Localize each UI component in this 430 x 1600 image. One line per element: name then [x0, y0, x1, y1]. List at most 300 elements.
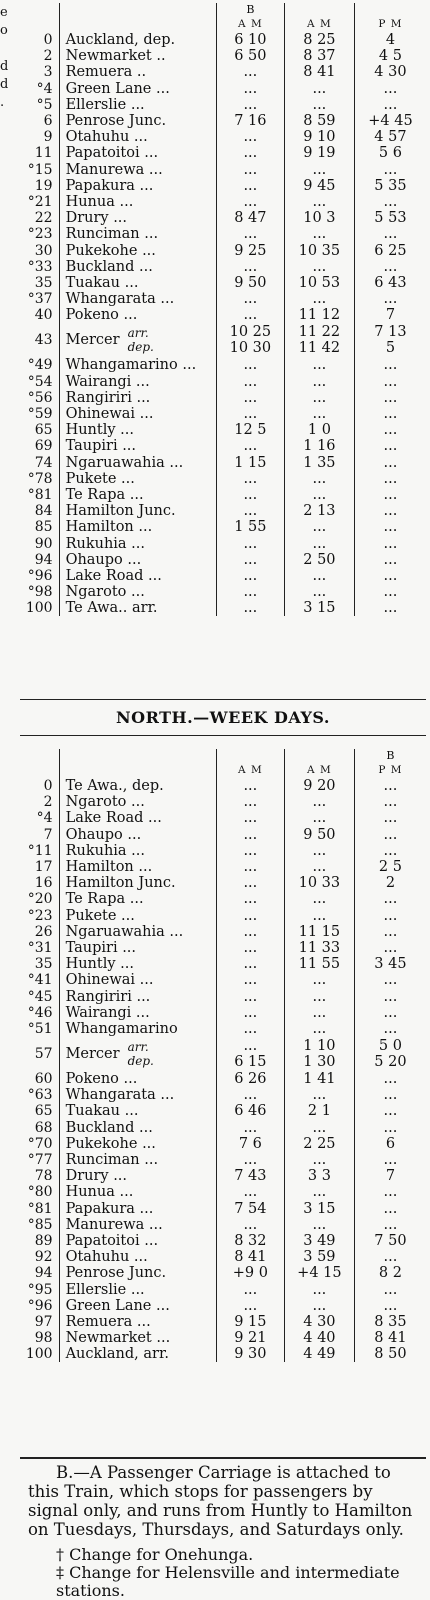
station-row — [20, 145, 426, 161]
station-cell: Lake Road ... — [59, 810, 216, 826]
departure-time: 11 42 — [298, 340, 341, 357]
train-3-time: ... — [354, 827, 426, 843]
train-3-time: 5 53 — [354, 210, 426, 226]
train-3-time: 7 — [354, 1168, 426, 1184]
station-row — [20, 374, 426, 390]
train-2-time: 11 12 — [284, 307, 354, 323]
train-2-time: ... — [284, 81, 354, 97]
train-2-time: ... — [284, 97, 354, 113]
train-2-time: 9 50 — [284, 827, 354, 843]
train-2-time: 10 53 — [284, 275, 354, 291]
mileage-cell: °81 — [27, 486, 53, 503]
train-2-time: ... — [284, 1005, 354, 1021]
train-1-time: ... — [216, 584, 284, 600]
train-1-time: 9 21 — [216, 1330, 284, 1346]
train-3-time: ... — [354, 568, 426, 584]
mileage-cell: 19 — [34, 177, 53, 194]
mileage-cell: °80 — [27, 1184, 53, 1201]
train-3-time: 8 35 — [354, 1314, 426, 1330]
station-row — [20, 988, 426, 1004]
departure-label: dep. — [127, 1054, 154, 1068]
mileage-cell: 0 — [43, 32, 53, 49]
station-cell: Rangiriri ... — [59, 988, 216, 1004]
mileage-cell: °45 — [27, 988, 53, 1005]
train-1-time: ... — [216, 178, 284, 194]
station-row — [20, 422, 426, 438]
station-row — [20, 1087, 426, 1103]
station-row — [20, 1249, 426, 1265]
station-row — [20, 956, 426, 972]
train-3-time: 7 50 — [354, 1233, 426, 1249]
station-cell — [59, 1037, 216, 1071]
edge-fragment: e — [0, 5, 8, 20]
notes-divider — [20, 1457, 426, 1459]
train-1-time: ... — [216, 1217, 284, 1233]
train-1-time: ... — [216, 535, 284, 551]
footnote-onehunga: † Change for Onehunga. — [56, 1545, 254, 1564]
station-row — [20, 275, 426, 291]
station-row — [20, 259, 426, 275]
mileage-cell: °77 — [27, 1152, 53, 1169]
column-mark: B — [354, 749, 426, 762]
station-row — [20, 48, 426, 64]
mileage-cell: °63 — [27, 1087, 53, 1104]
station-row — [20, 1298, 426, 1314]
station-cell: Whangarata ... — [59, 291, 216, 307]
station-row — [20, 1281, 426, 1297]
mileage-cell: °5 — [36, 96, 53, 113]
train-3-time: ... — [354, 1217, 426, 1233]
station-row — [20, 1184, 426, 1200]
train-1-time: ... — [216, 145, 284, 161]
station-cell: Ellerslie ... — [59, 97, 216, 113]
train-2-time: 2 50 — [284, 552, 354, 568]
station-cell: Pukete ... — [59, 471, 216, 487]
station-row — [20, 503, 426, 519]
column-header-row — [20, 16, 426, 32]
station-row — [20, 972, 426, 988]
column-header: A M — [284, 16, 354, 32]
column-mark — [20, 749, 59, 762]
mileage-cell: 35 — [34, 274, 53, 291]
station-row — [20, 1120, 426, 1136]
station-row — [20, 1103, 426, 1119]
train-2-time: ... — [284, 908, 354, 924]
station-cell: Te Rapa ... — [59, 487, 216, 503]
station-cell: Whangamarino — [59, 1021, 216, 1037]
mileage-cell: 3 — [43, 64, 53, 81]
station-row — [20, 859, 426, 875]
train-2-time: ... — [284, 843, 354, 859]
train-2-time: ... — [284, 226, 354, 242]
station-cell — [59, 323, 216, 357]
train-2-time: ... — [284, 794, 354, 810]
mileage-cell: °85 — [27, 1216, 53, 1233]
station-row — [20, 908, 426, 924]
train-1-time: 6 26 — [216, 1071, 284, 1087]
station-row — [20, 307, 426, 323]
train-1-time: 1 15 — [216, 455, 284, 471]
station-cell: Auckland, arr. — [59, 1346, 216, 1362]
train-1-time: ... — [216, 988, 284, 1004]
train-3-time: 4 30 — [354, 64, 426, 80]
station-cell: Rangiriri ... — [59, 390, 216, 406]
mileage-cell: °4 — [36, 810, 53, 827]
train-3-time: 6 — [354, 1136, 426, 1152]
train-1-time: ... — [216, 568, 284, 584]
station-cell: Tuakau ... — [59, 1103, 216, 1119]
mileage-cell: °78 — [27, 470, 53, 487]
mileage-cell: 11 — [34, 145, 53, 162]
station-cell: Remuera ... — [59, 1314, 216, 1330]
mileage-cell: °59 — [27, 406, 53, 423]
train-1-time: ... — [216, 924, 284, 940]
train-2-time: 10 33 — [284, 875, 354, 891]
mileage-cell: °31 — [27, 939, 53, 956]
train-1-time — [216, 1037, 284, 1071]
station-cell: Penrose Junc. — [59, 113, 216, 129]
station-cell: Te Awa., dep. — [59, 778, 216, 794]
train-3-time: 3 45 — [354, 956, 426, 972]
train-1-time: ... — [216, 956, 284, 972]
train-3-time: ... — [354, 406, 426, 422]
train-2-time: ... — [284, 471, 354, 487]
train-1-time: ... — [216, 1184, 284, 1200]
column-header — [20, 762, 59, 778]
station-row-mercer — [20, 1037, 426, 1071]
mileage-cell: 89 — [34, 1232, 53, 1249]
station-cell: Ohaupo ... — [59, 827, 216, 843]
station-cell: Wairangi ... — [59, 374, 216, 390]
station-row — [20, 552, 426, 568]
arrival-time: 7 13 — [374, 324, 407, 341]
station-cell: Newmarket ... — [59, 1330, 216, 1346]
station-cell: Manurewa ... — [59, 162, 216, 178]
station-cell: Buckland ... — [59, 1120, 216, 1136]
column-mark — [284, 3, 354, 16]
departure-time: 5 20 — [374, 1054, 407, 1070]
mileage-cell: °81 — [27, 1200, 53, 1217]
train-3-time: ... — [354, 891, 426, 907]
train-2-time — [284, 1037, 354, 1071]
train-1-time: ... — [216, 259, 284, 275]
station-cell: Buckland ... — [59, 259, 216, 275]
train-3-time: ... — [354, 487, 426, 503]
train-3-time: ... — [354, 988, 426, 1004]
station-cell: Remuera .. — [59, 64, 216, 80]
departure-label: dep. — [127, 340, 154, 355]
mileage-cell: 78 — [34, 1168, 53, 1185]
mileage-cell: 69 — [34, 438, 53, 455]
mileage-cell: 68 — [34, 1119, 53, 1136]
train-2-time: +4 15 — [284, 1265, 354, 1281]
train-3-time: ... — [354, 778, 426, 794]
north-timetable — [20, 749, 426, 1362]
train-3-time: ... — [354, 1152, 426, 1168]
station-row — [20, 1330, 426, 1346]
train-3-time: ... — [354, 390, 426, 406]
station-cell: Wairangi ... — [59, 1005, 216, 1021]
train-2-time: 2 13 — [284, 503, 354, 519]
station-cell: Newmarket .. — [59, 48, 216, 64]
train-3-time: ... — [354, 843, 426, 859]
station-row — [20, 1314, 426, 1330]
arrival-time: 11 22 — [298, 324, 341, 341]
mileage-cell: 100 — [25, 600, 53, 617]
train-2-time: ... — [284, 568, 354, 584]
train-2-time: 3 15 — [284, 600, 354, 616]
mileage-cell: °49 — [27, 357, 53, 374]
mileage-cell: °46 — [27, 1004, 53, 1021]
station-row — [20, 471, 426, 487]
train-2-time: ... — [284, 810, 354, 826]
station-row — [20, 810, 426, 826]
train-2-time: ... — [284, 988, 354, 1004]
train-2-time: ... — [284, 859, 354, 875]
train-1-time: 1 55 — [216, 519, 284, 535]
train-2-time: 9 10 — [284, 129, 354, 145]
train-3-time: ... — [354, 519, 426, 535]
train-3-time — [354, 323, 426, 357]
train-3-time: ... — [354, 1071, 426, 1087]
train-3-time: ... — [354, 1103, 426, 1119]
train-2-time: 3 3 — [284, 1168, 354, 1184]
train-1-time: ... — [216, 390, 284, 406]
station-cell: Huntly ... — [59, 956, 216, 972]
station-cell: Hamilton ... — [59, 519, 216, 535]
station-cell: Ngaruawahia ... — [59, 455, 216, 471]
train-3-time: ... — [354, 1249, 426, 1265]
train-2-time: ... — [284, 357, 354, 373]
station-row — [20, 1346, 426, 1362]
mileage-cell: 57 — [34, 1046, 53, 1062]
train-1-time: ... — [216, 226, 284, 242]
edge-fragment: d — [0, 77, 9, 92]
departure-time: 6 15 — [234, 1054, 267, 1070]
mileage-cell: 2 — [43, 48, 53, 65]
mileage-cell: °4 — [36, 80, 53, 97]
train-1-time: 7 54 — [216, 1201, 284, 1217]
column-mark-row — [20, 3, 426, 16]
train-3-time: ... — [354, 1021, 426, 1037]
train-3-time: ... — [354, 503, 426, 519]
train-3-time: ... — [354, 438, 426, 454]
train-1-time: ... — [216, 1120, 284, 1136]
train-1-time: 9 25 — [216, 242, 284, 258]
train-1-time: ... — [216, 843, 284, 859]
station-cell: Rukuhia ... — [59, 535, 216, 551]
station-row — [20, 1217, 426, 1233]
south-timetable — [20, 3, 426, 616]
train-1-time: 9 15 — [216, 1314, 284, 1330]
mileage-cell: 98 — [34, 1330, 53, 1347]
train-1-time: ... — [216, 940, 284, 956]
station-cell: Taupiri ... — [59, 438, 216, 454]
train-1-time: 12 5 — [216, 422, 284, 438]
train-1-time: ... — [216, 374, 284, 390]
station-cell: Runciman ... — [59, 1152, 216, 1168]
mileage-cell: 9 — [43, 129, 53, 146]
station-row — [20, 1152, 426, 1168]
mileage-cell: 60 — [34, 1071, 53, 1088]
train-2-time: 8 41 — [284, 64, 354, 80]
train-2-time: ... — [284, 259, 354, 275]
station-row — [20, 97, 426, 113]
train-3-time: 5 6 — [354, 145, 426, 161]
station-row — [20, 1021, 426, 1037]
train-1-time: 9 50 — [216, 275, 284, 291]
station-row — [20, 81, 426, 97]
station-row — [20, 600, 426, 616]
mileage-cell: 65 — [34, 1103, 53, 1120]
train-2-time: ... — [284, 1087, 354, 1103]
mileage-cell: 2 — [43, 794, 53, 811]
station-row — [20, 357, 426, 373]
train-3-time: ... — [354, 194, 426, 210]
mileage-cell: 43 — [34, 332, 53, 349]
station-cell: Auckland, dep. — [59, 32, 216, 48]
station-cell: Whangamarino ... — [59, 357, 216, 373]
train-2-time: ... — [284, 194, 354, 210]
station-row — [20, 778, 426, 794]
station-row — [20, 794, 426, 810]
train-3-time: ... — [354, 374, 426, 390]
train-3-time: ... — [354, 455, 426, 471]
train-2-time: ... — [284, 1298, 354, 1314]
station-cell: Te Rapa ... — [59, 891, 216, 907]
mileage-cell: °41 — [27, 972, 53, 989]
train-2-time: 2 1 — [284, 1103, 354, 1119]
train-1-time — [216, 323, 284, 357]
station-cell: Manurewa ... — [59, 1217, 216, 1233]
arrival-time: 5 0 — [378, 1038, 402, 1054]
station-row — [20, 242, 426, 258]
station-cell: Pokeno ... — [59, 307, 216, 323]
station-cell: Penrose Junc. — [59, 1265, 216, 1281]
train-2-time: ... — [284, 1184, 354, 1200]
train-1-time: 8 41 — [216, 1249, 284, 1265]
station-cell: Ngaruawahia ... — [59, 924, 216, 940]
train-1-time: ... — [216, 972, 284, 988]
station-row — [20, 940, 426, 956]
train-2-time: ... — [284, 487, 354, 503]
column-header: P M — [354, 16, 426, 32]
station-row — [20, 875, 426, 891]
train-2-time: 9 20 — [284, 778, 354, 794]
train-2-time: 11 15 — [284, 924, 354, 940]
column-header: A M — [284, 762, 354, 778]
train-2-time: ... — [284, 1152, 354, 1168]
station-row — [20, 519, 426, 535]
train-2-time: 1 35 — [284, 455, 354, 471]
station-cell: Rukuhia ... — [59, 843, 216, 859]
train-3-time: 5 35 — [354, 178, 426, 194]
station-cell: Tuakau ... — [59, 275, 216, 291]
train-2-time: 4 49 — [284, 1346, 354, 1362]
station-row — [20, 226, 426, 242]
train-2-time — [284, 323, 354, 357]
train-3-time: ... — [354, 535, 426, 551]
arrival-time: ... — [243, 1038, 258, 1054]
arrival-time: 1 10 — [303, 1038, 336, 1054]
column-mark — [216, 749, 284, 762]
train-1-time: ... — [216, 97, 284, 113]
mileage-cell: °20 — [27, 891, 53, 908]
train-1-time: ... — [216, 827, 284, 843]
station-row-mercer — [20, 323, 426, 357]
train-2-time: ... — [284, 1281, 354, 1297]
column-header — [20, 16, 59, 32]
mileage-cell: 90 — [34, 535, 53, 552]
train-1-time: ... — [216, 307, 284, 323]
train-3-time: ... — [354, 972, 426, 988]
station-cell: Green Lane ... — [59, 1298, 216, 1314]
train-1-time: ... — [216, 194, 284, 210]
departure-time: 5 — [385, 340, 396, 357]
station-cell: Hunua ... — [59, 1184, 216, 1200]
train-3-time: ... — [354, 794, 426, 810]
train-1-time: ... — [216, 1021, 284, 1037]
train-3-time: ... — [354, 291, 426, 307]
train-2-time: 3 15 — [284, 1201, 354, 1217]
train-2-time: ... — [284, 1217, 354, 1233]
mileage-cell: 6 — [43, 113, 53, 130]
train-3-time: +4 45 — [354, 113, 426, 129]
train-1-time: ... — [216, 1005, 284, 1021]
train-2-time: 9 19 — [284, 145, 354, 161]
station-row — [20, 390, 426, 406]
station-cell: Drury ... — [59, 1168, 216, 1184]
station-cell: Lake Road ... — [59, 568, 216, 584]
train-2-time: 1 0 — [284, 422, 354, 438]
train-2-time: 8 37 — [284, 48, 354, 64]
train-1-time: 7 43 — [216, 1168, 284, 1184]
arrival-time: 10 25 — [229, 324, 272, 341]
train-3-time: ... — [354, 1298, 426, 1314]
arrival-label: arr. — [127, 326, 149, 341]
train-2-time: ... — [284, 891, 354, 907]
station-name: Mercer — [65, 1046, 120, 1062]
station-cell: Ellerslie ... — [59, 1281, 216, 1297]
station-row — [20, 1071, 426, 1087]
station-row — [20, 924, 426, 940]
mileage-cell: 85 — [34, 519, 53, 536]
train-1-time: ... — [216, 908, 284, 924]
station-cell: Green Lane ... — [59, 81, 216, 97]
train-1-time: ... — [216, 810, 284, 826]
train-3-time: ... — [354, 600, 426, 616]
station-row — [20, 1201, 426, 1217]
train-2-time: 4 40 — [284, 1330, 354, 1346]
mileage-cell: 35 — [34, 956, 53, 973]
train-2-time: ... — [284, 1021, 354, 1037]
station-row — [20, 194, 426, 210]
train-3-time: ... — [354, 552, 426, 568]
station-name: Mercer — [65, 332, 120, 349]
train-2-time: ... — [284, 535, 354, 551]
mileage-cell: 40 — [34, 307, 53, 324]
mileage-cell: °95 — [27, 1281, 53, 1298]
train-1-time: ... — [216, 471, 284, 487]
column-mark — [20, 3, 59, 16]
station-cell: Papakura ... — [59, 1201, 216, 1217]
column-mark — [284, 749, 354, 762]
train-1-time: ... — [216, 794, 284, 810]
mileage-cell: 17 — [34, 859, 53, 876]
column-header: P M — [354, 762, 426, 778]
station-row — [20, 827, 426, 843]
train-1-time: ... — [216, 859, 284, 875]
